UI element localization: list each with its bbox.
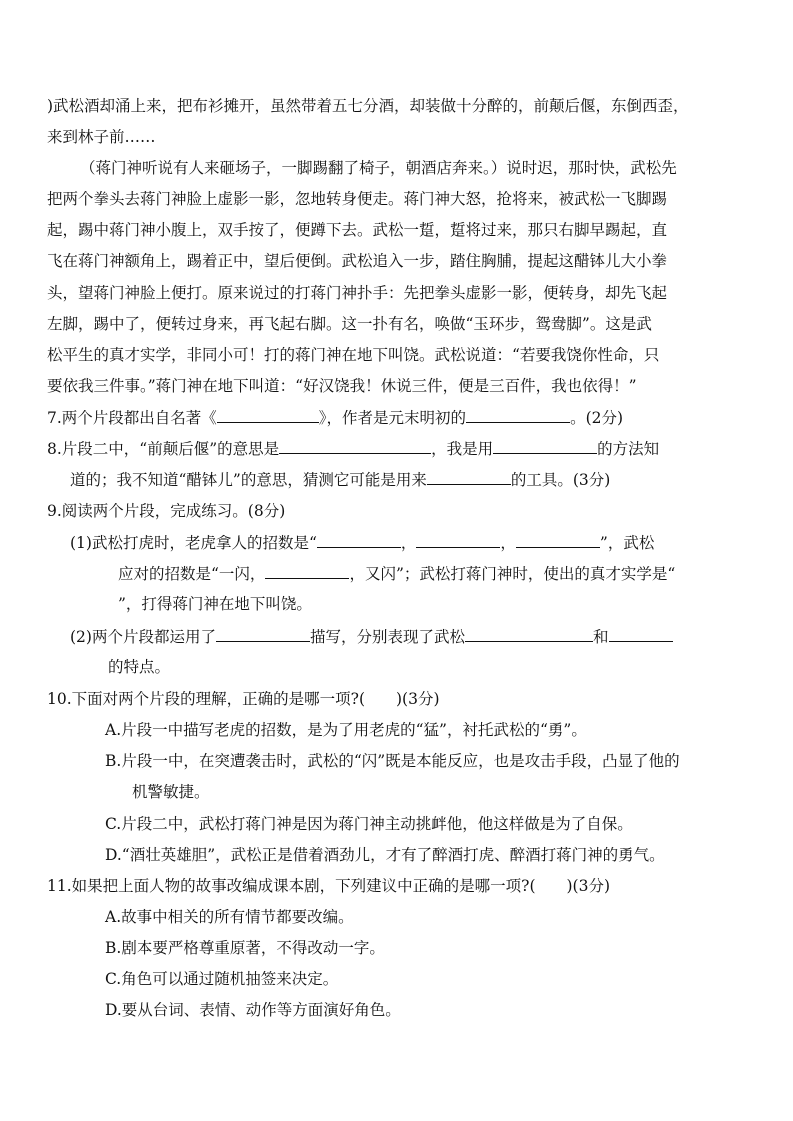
answer-blank-description-type[interactable] xyxy=(216,626,310,642)
q7-suffix: 。(2分) xyxy=(570,409,624,427)
passage-line: 左脚，踢中了，便转过身来，再飞起右脚。这一扑有名，唤做“玉环步，鸳鸯脚”。这是武 xyxy=(47,315,652,333)
passage-line: 头，望蒋门神脸上便打。原来说过的打蒋门神扑手：先把拳头虚影一影，便转身，却先飞起 xyxy=(47,284,668,302)
q9-p1-text-a: (1)武松打虎时，老虎拿人的招数是“ xyxy=(70,534,317,552)
q9-p1-sep: ， xyxy=(400,534,417,552)
q8-text-d: 道的；我不知道“醋钵儿”的意思，猜测它可能是用来 xyxy=(70,471,427,489)
answer-blank-tiger-move-3[interactable] xyxy=(516,532,600,548)
passage-line: 来到林子前…… xyxy=(47,128,156,146)
q8-text-b: ，我是用 xyxy=(431,440,494,458)
q10-option-a[interactable]: A.片段一中描写老虎的招数，是为了用老虎的“猛”，衬托武松的“勇”。 xyxy=(105,721,587,739)
question-9-title: 9.阅读两个片段，完成练习。(8分) xyxy=(47,502,286,520)
answer-blank-tiger-move-1[interactable] xyxy=(317,532,401,548)
answer-blank-tool[interactable] xyxy=(427,469,511,485)
passage-line: 起，踢中蒋门神小腹上，双手按了，便蹲下去。武松一踅，踅将过来，那只右脚早踢起，直 xyxy=(47,221,668,239)
question-7 xyxy=(47,407,623,428)
answer-blank-book-title[interactable] xyxy=(217,407,319,423)
question-9-part2-cont: 的特点。 xyxy=(108,658,171,676)
answer-blank-meaning[interactable] xyxy=(279,438,431,454)
q9-p1-text-end: ”，武松 xyxy=(599,534,655,552)
q11-option-c[interactable]: C.角色可以通过随机抽签来决定。 xyxy=(105,970,339,988)
q9-p2-text-c: 和 xyxy=(592,628,609,646)
passage-line: 飞在蒋门神额角上，踢着正中，望后便倒。武松追入一步，踏住胸脯，提起这醋钵儿大小拳 xyxy=(47,252,668,270)
question-9-part1-end: ”，打得蒋门神在地下叫饶。 xyxy=(118,595,312,613)
passage-line: 把两个拳头去蒋门神脸上虚影一影，忽地转身便走。蒋门神大怒，抢将来，被武松一飞脚踢 xyxy=(47,190,668,208)
answer-blank-trait-1[interactable] xyxy=(465,626,593,642)
q7-mid: 》，作者是元末明初的 xyxy=(318,409,467,427)
q9-p1-text-b: 应对的招数是“一闪， xyxy=(118,565,266,583)
question-9-part1-cont xyxy=(118,563,675,584)
question-9-part2 xyxy=(70,626,673,647)
question-8-cont xyxy=(70,469,610,490)
question-9-part1 xyxy=(70,532,654,553)
passage-line: （蒋门神听说有人来砸场子，一脚踢翻了椅子，朝酒店奔来。）说时迟，那时快，武松先 xyxy=(80,159,677,177)
q8-text-a: 8.片段二中，“前颠后偃”的意思是 xyxy=(47,440,280,458)
question-10-title: 10.下面对两个片段的理解，正确的是哪一项?( )(3分) xyxy=(47,690,440,708)
q8-text-c: 的方法知 xyxy=(597,440,660,458)
q10-option-c[interactable]: C.片段二中，武松打蒋门神是因为蒋门神主动挑衅他，他这样做是为了自保。 xyxy=(105,815,633,833)
q10-option-d[interactable]: D.“酒壮英雄胆”，武松正是借着酒劲儿，才有了醉酒打虎、醉酒打蒋门神的勇气。 xyxy=(105,846,665,864)
q10-option-b-cont: 机警敏捷。 xyxy=(132,783,210,801)
answer-blank-method[interactable] xyxy=(493,438,597,454)
q11-option-b[interactable]: B.剧本要严格尊重原著，不得改动一字。 xyxy=(105,939,385,957)
question-11-title: 11.如果把上面人物的故事改编成课本剧，下列建议中正确的是哪一项?( )(3分) xyxy=(47,877,611,895)
passage-line: 要依我三件事。”蒋门神在地下叫道：“好汉饶我！休说三件，便是三百件，我也依得！” xyxy=(47,377,637,395)
answer-blank-trait-2[interactable] xyxy=(609,626,673,642)
q10-option-b[interactable]: B.片段一中，在突遭袭击时，武松的“闪”既是本能反应，也是攻击手段，凸显了他的 xyxy=(105,752,680,770)
passage-line: )武松酒却涌上来，把布衫摊开，虽然带着五七分酒，却装做十分醉的，前颠后偃，东倒西歪， xyxy=(47,97,689,115)
passage-line: 松平生的真才实学，非同小可！打的蒋门神在地下叫饶。武松说道：“若要我饶你性命，只 xyxy=(47,346,660,364)
q11-option-d[interactable]: D.要从台词、表情、动作等方面演好角色。 xyxy=(105,1001,401,1019)
q9-p1-sep: ， xyxy=(500,534,516,552)
q9-p2-text-a: (2)两个片段都运用了 xyxy=(70,628,216,646)
question-8 xyxy=(47,438,659,459)
answer-blank-tiger-move-2[interactable] xyxy=(416,532,500,548)
answer-blank-wusong-move[interactable] xyxy=(265,563,349,579)
q8-text-e: 的工具。(3分) xyxy=(510,471,611,489)
q9-p1-text-c: ，又闪”；武松打蒋门神时，使出的真才实学是“ xyxy=(349,565,676,583)
q9-p2-text-b: 描写，分别表现了武松 xyxy=(309,628,465,646)
answer-blank-author[interactable] xyxy=(466,407,570,423)
q7-prefix: 7.两个片段都出自名著《 xyxy=(47,409,217,427)
q11-option-a[interactable]: A.故事中相关的所有情节都要改编。 xyxy=(105,908,354,926)
